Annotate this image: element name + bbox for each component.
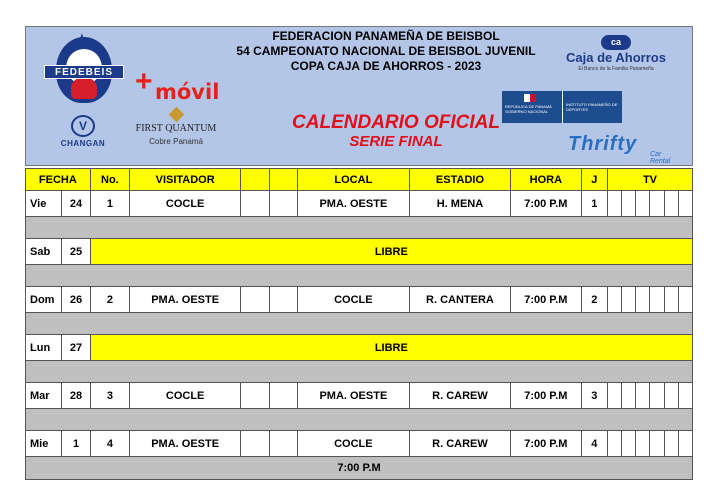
caja-badge-icon: ca: [601, 35, 631, 50]
day-cell: Mar: [26, 383, 62, 409]
tv-cell: [650, 287, 664, 313]
spacer-row: [26, 361, 693, 383]
spacer-row: [26, 265, 693, 287]
spacer-row: [26, 217, 693, 239]
col-local: LOCAL: [297, 169, 409, 191]
game-number-cell: 2: [90, 287, 129, 313]
local-cell: PMA. OESTE: [297, 383, 409, 409]
thrifty-logo: [568, 133, 678, 165]
rep-panama-label: REPÚBLICA DE PANAMÁ: [505, 104, 552, 109]
thrifty-sub: Car Rental: [650, 151, 671, 165]
spacer-row: [26, 409, 693, 431]
date-cell: 26: [62, 287, 90, 313]
tv-cell: [636, 431, 650, 457]
date-cell: 1: [62, 431, 90, 457]
star-icon: ★: [72, 29, 92, 54]
blank-cell: [241, 431, 269, 457]
stadium-cell: R. CAREW: [409, 431, 510, 457]
day-cell: Sab: [26, 239, 62, 265]
table-row: [26, 239, 693, 265]
game-number-cell: 4: [90, 431, 129, 457]
tv-cell: [636, 191, 650, 217]
tv-cell: [622, 431, 636, 457]
date-cell: 27: [62, 335, 90, 361]
tv-cell: [664, 383, 678, 409]
first-quantum-logo: [128, 109, 224, 155]
instituto-label: INSTITUTO PANAMEÑO DE DEPORTES: [566, 102, 618, 112]
game-j-cell: 2: [581, 287, 607, 313]
panama-flag-icon: [524, 94, 536, 102]
title-line-3: COPA CAJA DE AHORROS - 2023: [290, 59, 482, 73]
title-line-1: FEDERACION PANAMEÑA DE BEISBOL: [272, 29, 500, 43]
fedebeis-logo: [44, 29, 124, 109]
tv-cell: [622, 383, 636, 409]
table-row: [26, 287, 693, 313]
panama-government-logo: [502, 91, 622, 123]
tv-cell: [678, 431, 692, 457]
blank-cell: [269, 383, 297, 409]
calendar-title-line-1: CALENDARIO OFICIAL: [292, 112, 500, 133]
table-row: [26, 191, 693, 217]
diamond-icon: [168, 107, 184, 123]
changan-emblem-icon: V: [71, 115, 95, 137]
title-block: [176, 29, 596, 74]
blank-cell: [269, 191, 297, 217]
visitor-cell: COCLE: [130, 191, 241, 217]
col-visitador: VISITADOR: [130, 169, 241, 191]
col-no: No.: [90, 169, 129, 191]
title-line-2: 54 CAMPEONATO NACIONAL DE BEISBOL JUVENIL: [236, 44, 536, 58]
date-cell: 24: [62, 191, 90, 217]
calendar-title: [246, 113, 546, 150]
game-j-cell: 1: [581, 191, 607, 217]
date-cell: 25: [62, 239, 90, 265]
libre-cell: LIBRE: [90, 239, 692, 265]
local-cell: COCLE: [297, 431, 409, 457]
col-blank-2: [269, 169, 297, 191]
tv-cell: [664, 431, 678, 457]
col-estadio: ESTADIO: [409, 169, 510, 191]
movil-logo: [133, 65, 243, 105]
tv-cell: [650, 191, 664, 217]
visitor-cell: PMA. OESTE: [130, 431, 241, 457]
visitor-cell: COCLE: [130, 383, 241, 409]
spacer-cell: [26, 313, 693, 335]
blank-cell: [269, 431, 297, 457]
tv-cell: [664, 191, 678, 217]
tv-cell: [607, 287, 621, 313]
time-cell: 7:00 P.M: [510, 191, 581, 217]
col-fecha: FECHA: [26, 169, 91, 191]
tv-cell: [678, 191, 692, 217]
header-banner: [25, 26, 693, 166]
tv-cell: [650, 431, 664, 457]
tv-cell: [622, 287, 636, 313]
visitor-cell: PMA. OESTE: [130, 287, 241, 313]
time-cell: 7:00 P.M: [510, 383, 581, 409]
blank-cell: [241, 287, 269, 313]
changan-logo: [48, 115, 118, 155]
cobre-panama-label: Cobre Panamá: [149, 137, 203, 146]
plus-icon: +: [135, 65, 153, 98]
tv-cell: [678, 383, 692, 409]
thrifty-wordmark: Thrifty: [568, 133, 638, 155]
blank-cell: [241, 191, 269, 217]
stadium-cell: R. CAREW: [409, 383, 510, 409]
blank-cell: [241, 383, 269, 409]
tv-cell: [678, 287, 692, 313]
fedebeis-wordmark: FEDEBEIS: [44, 65, 124, 79]
stadium-cell: H. MENA: [409, 191, 510, 217]
time-cell: 7:00 P.M: [510, 287, 581, 313]
libre-cell: LIBRE: [90, 335, 692, 361]
spacer-cell: [26, 409, 693, 431]
tv-cell: [650, 383, 664, 409]
game-number-cell: 1: [90, 191, 129, 217]
col-j: J: [581, 169, 607, 191]
col-tv: TV: [607, 169, 692, 191]
day-cell: Vie: [26, 191, 62, 217]
spacer-cell: [26, 361, 693, 383]
tv-cell: [636, 383, 650, 409]
time-cell: 7:00 P.M: [510, 431, 581, 457]
game-j-cell: 3: [581, 383, 607, 409]
footer-time-cell: 7:00 P.M: [26, 457, 693, 480]
first-quantum-name: FIRST QUANTUM: [135, 123, 217, 134]
table-row: [26, 383, 693, 409]
col-hora: HORA: [510, 169, 581, 191]
changan-wordmark: CHANGAN: [60, 139, 106, 148]
col-blank-1: [241, 169, 269, 191]
local-cell: PMA. OESTE: [297, 191, 409, 217]
spacer-cell: [26, 265, 693, 287]
calendar-title-line-2: SERIE FINAL: [349, 133, 443, 150]
tv-cell: [636, 287, 650, 313]
caja-de-ahorros-logo: [544, 35, 688, 77]
game-j-cell: 4: [581, 431, 607, 457]
tv-cell: [607, 191, 621, 217]
game-number-cell: 3: [90, 383, 129, 409]
caja-tagline: El Banco de la Familia Panameña: [578, 66, 654, 72]
table-row: [26, 335, 693, 361]
day-cell: Mie: [26, 431, 62, 457]
table-row: [26, 431, 693, 457]
date-cell: 28: [62, 383, 90, 409]
spacer-cell: [26, 217, 693, 239]
tv-cell: [664, 287, 678, 313]
schedule-table: [25, 168, 693, 480]
day-cell: Dom: [26, 287, 62, 313]
local-cell: COCLE: [297, 287, 409, 313]
table-header-row: [26, 169, 693, 191]
spacer-row: [26, 313, 693, 335]
caja-wordmark: Caja de Ahorros: [566, 50, 666, 65]
day-cell: Lun: [26, 335, 62, 361]
rep-panama-sub: GOBIERNO NACIONAL: [505, 109, 549, 114]
tv-cell: [607, 383, 621, 409]
tv-cell: [622, 191, 636, 217]
blank-cell: [269, 287, 297, 313]
tv-cell: [607, 431, 621, 457]
footer-row: [26, 457, 693, 480]
stadium-cell: R. CANTERA: [409, 287, 510, 313]
movil-wordmark: móvil: [155, 80, 220, 104]
